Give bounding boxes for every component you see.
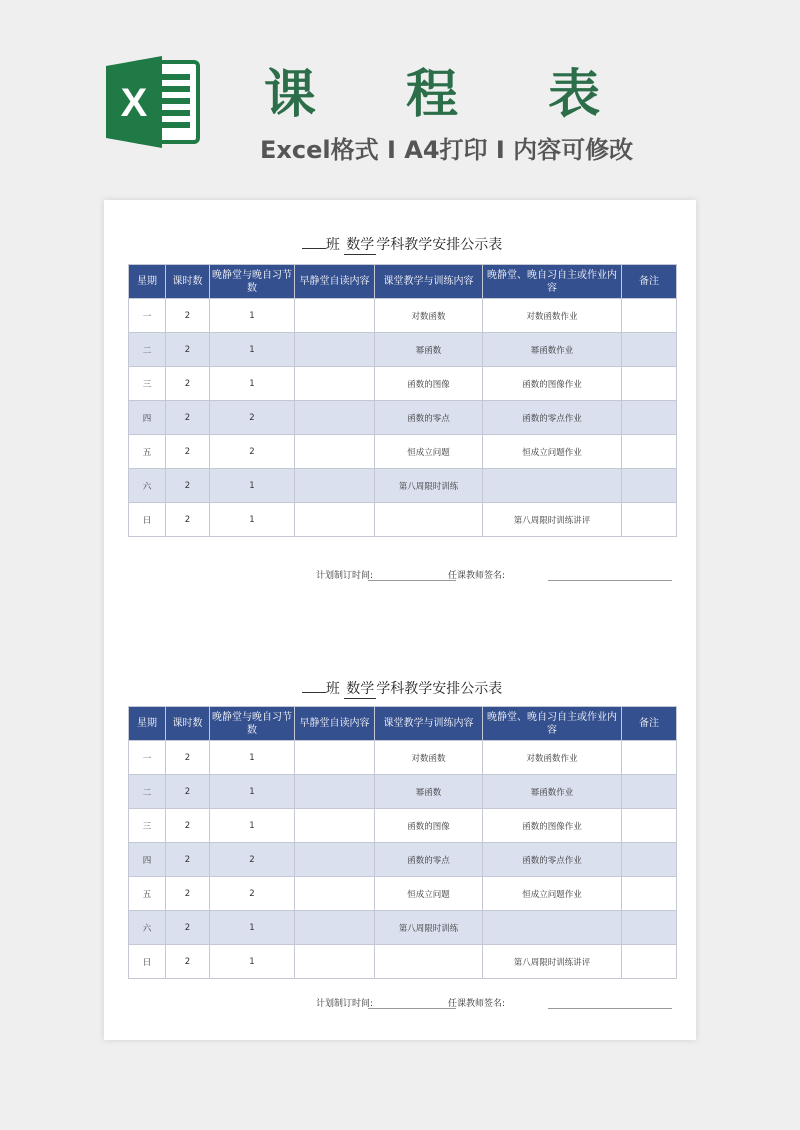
cell-remarks[interactable] (622, 299, 677, 333)
cell-weekday[interactable]: 三 (129, 809, 166, 843)
cell-evening[interactable]: 1 (210, 945, 295, 979)
cell-evening[interactable]: 2 (210, 435, 295, 469)
cell-morning[interactable] (295, 775, 375, 809)
cell-periods[interactable]: 2 (166, 945, 210, 979)
cell-periods[interactable]: 2 (166, 877, 210, 911)
table-row (129, 877, 677, 911)
schedule-title (128, 234, 676, 255)
class-label: 班 (325, 237, 340, 253)
cell-weekday[interactable]: 四 (129, 401, 166, 435)
table-row (129, 843, 677, 877)
cell-class[interactable]: 函数的零点 (375, 843, 483, 877)
col-header-class-content: 课堂教学与训练内容 (375, 265, 483, 299)
cell-homework[interactable]: 对数函数作业 (483, 299, 622, 333)
cell-class[interactable]: 对数函数 (375, 299, 483, 333)
plan-time-label: 计划制订时间: (316, 999, 374, 1009)
cell-evening[interactable]: 2 (210, 843, 295, 877)
cell-remarks[interactable] (622, 741, 677, 775)
col-header-periods: 课时数 (166, 265, 210, 299)
cell-homework[interactable]: 第八周限时训练讲评 (483, 945, 622, 979)
cell-evening[interactable]: 1 (210, 367, 295, 401)
table-row (129, 741, 677, 775)
plan-time-field[interactable] (368, 580, 456, 581)
teacher-sign-label: 任课教师签名: (448, 999, 506, 1009)
cell-remarks[interactable] (622, 469, 677, 503)
cell-weekday[interactable]: 二 (129, 775, 166, 809)
cell-periods[interactable]: 2 (166, 503, 210, 537)
cell-homework[interactable]: 恒成立问题作业 (483, 435, 622, 469)
plan-time-field[interactable] (368, 1008, 456, 1009)
cell-weekday[interactable]: 日 (129, 945, 166, 979)
table-row (129, 299, 677, 333)
cell-weekday[interactable]: 三 (129, 367, 166, 401)
cell-homework[interactable]: 幂函数作业 (483, 333, 622, 367)
cell-remarks[interactable] (622, 503, 677, 537)
cell-periods[interactable]: 2 (166, 911, 210, 945)
table-row (129, 367, 677, 401)
col-header-periods: 课时数 (166, 707, 210, 741)
cell-evening[interactable]: 1 (210, 469, 295, 503)
page-title: 课 程 表 (263, 65, 637, 125)
cell-homework[interactable]: 幂函数作业 (483, 775, 622, 809)
table-row (129, 809, 677, 843)
cell-class[interactable] (375, 503, 483, 537)
table-row (129, 401, 677, 435)
col-header-morning-reading: 早静堂自读内容 (295, 265, 375, 299)
table-row (129, 945, 677, 979)
table-header-row (129, 707, 677, 741)
teacher-sign-field[interactable] (548, 580, 672, 581)
table-row (129, 911, 677, 945)
cell-evening[interactable]: 2 (210, 401, 295, 435)
cell-class[interactable]: 第八周限时训练 (375, 911, 483, 945)
class-blank[interactable] (302, 692, 326, 693)
schedule-table (128, 264, 677, 537)
cell-weekday[interactable]: 二 (129, 333, 166, 367)
cell-weekday[interactable]: 六 (129, 911, 166, 945)
cell-periods[interactable]: 2 (166, 367, 210, 401)
cell-weekday[interactable]: 五 (129, 435, 166, 469)
col-header-homework: 晚静堂、晚自习自主或作业内容 (483, 265, 622, 299)
col-header-evening-sessions: 晚静堂与晚自习节数 (210, 707, 295, 741)
cell-morning[interactable] (295, 367, 375, 401)
cell-evening[interactable]: 1 (210, 741, 295, 775)
cell-morning[interactable] (295, 877, 375, 911)
cell-periods[interactable]: 2 (166, 741, 210, 775)
cell-evening[interactable]: 1 (210, 503, 295, 537)
cell-morning[interactable] (295, 503, 375, 537)
cell-morning[interactable] (295, 741, 375, 775)
col-header-homework: 晚静堂、晚自习自主或作业内容 (483, 707, 622, 741)
schedule-title (128, 678, 676, 699)
table-row (129, 775, 677, 809)
plan-time-label: 计划制订时间: (316, 571, 374, 581)
table-row (129, 503, 677, 537)
svg-text:X: X (120, 81, 148, 125)
table-row (129, 333, 677, 367)
cell-morning[interactable] (295, 299, 375, 333)
cell-morning[interactable] (295, 401, 375, 435)
cell-periods[interactable]: 2 (166, 775, 210, 809)
col-header-evening-sessions: 晚静堂与晚自习节数 (210, 265, 295, 299)
cell-class[interactable]: 函数的图像 (375, 367, 483, 401)
class-blank[interactable] (302, 248, 326, 249)
col-header-remarks: 备注 (622, 265, 677, 299)
cell-class[interactable] (375, 945, 483, 979)
cell-class[interactable]: 函数的零点 (375, 401, 483, 435)
cell-morning[interactable] (295, 945, 375, 979)
cell-periods[interactable]: 2 (166, 469, 210, 503)
cell-periods[interactable]: 2 (166, 333, 210, 367)
excel-logo-icon (102, 52, 202, 152)
cell-evening[interactable]: 1 (210, 333, 295, 367)
table-row (129, 469, 677, 503)
cell-weekday[interactable]: 五 (129, 877, 166, 911)
page-subtitle: Excel格式 I A4打印 I 内容可修改 (260, 136, 634, 164)
cell-remarks[interactable] (622, 401, 677, 435)
cell-evening[interactable]: 1 (210, 911, 295, 945)
cell-weekday[interactable]: 日 (129, 503, 166, 537)
col-header-weekday: 星期 (129, 707, 166, 741)
schedule-table (128, 706, 677, 979)
col-header-morning-reading: 早静堂自读内容 (295, 707, 375, 741)
cell-weekday[interactable]: 一 (129, 299, 166, 333)
cell-homework[interactable] (483, 469, 622, 503)
cell-remarks[interactable] (622, 911, 677, 945)
cell-homework[interactable]: 函数的图像作业 (483, 809, 622, 843)
subject-name[interactable]: 数学 (344, 234, 376, 255)
document-sheet (104, 200, 696, 1040)
cell-remarks[interactable] (622, 367, 677, 401)
cell-homework[interactable]: 函数的图像作业 (483, 367, 622, 401)
cell-remarks[interactable] (622, 435, 677, 469)
cell-homework[interactable]: 函数的零点作业 (483, 843, 622, 877)
col-header-class-content: 课堂教学与训练内容 (375, 707, 483, 741)
cell-periods[interactable]: 2 (166, 401, 210, 435)
cell-homework[interactable]: 恒成立问题作业 (483, 877, 622, 911)
col-header-weekday: 星期 (129, 265, 166, 299)
cell-homework[interactable]: 第八周限时训练讲评 (483, 503, 622, 537)
title-suffix: 学科教学安排公示表 (376, 681, 503, 697)
cell-evening[interactable]: 1 (210, 775, 295, 809)
cell-weekday[interactable]: 一 (129, 741, 166, 775)
cell-class[interactable]: 恒成立问题 (375, 435, 483, 469)
cell-class[interactable]: 函数的图像 (375, 809, 483, 843)
cell-morning[interactable] (295, 469, 375, 503)
cell-weekday[interactable]: 六 (129, 469, 166, 503)
table-row (129, 435, 677, 469)
cell-morning[interactable] (295, 809, 375, 843)
cell-homework[interactable]: 对数函数作业 (483, 741, 622, 775)
cell-morning[interactable] (295, 911, 375, 945)
cell-periods[interactable]: 2 (166, 809, 210, 843)
cell-class[interactable]: 对数函数 (375, 741, 483, 775)
title-suffix: 学科教学安排公示表 (376, 237, 503, 253)
cell-evening[interactable]: 2 (210, 877, 295, 911)
cell-remarks[interactable] (622, 945, 677, 979)
table-header-row (129, 265, 677, 299)
subject-name[interactable]: 数学 (344, 678, 376, 699)
cell-remarks[interactable] (622, 775, 677, 809)
cell-morning[interactable] (295, 435, 375, 469)
cell-homework[interactable] (483, 911, 622, 945)
cell-remarks[interactable] (622, 333, 677, 367)
class-label: 班 (325, 681, 340, 697)
cell-periods[interactable]: 2 (166, 435, 210, 469)
teacher-sign-field[interactable] (548, 1008, 672, 1009)
cell-evening[interactable]: 1 (210, 299, 295, 333)
cell-homework[interactable]: 函数的零点作业 (483, 401, 622, 435)
cell-class[interactable]: 幂函数 (375, 333, 483, 367)
cell-remarks[interactable] (622, 809, 677, 843)
cell-weekday[interactable]: 四 (129, 843, 166, 877)
cell-periods[interactable]: 2 (166, 843, 210, 877)
cell-remarks[interactable] (622, 843, 677, 877)
teacher-sign-label: 任课教师签名: (448, 571, 506, 581)
cell-morning[interactable] (295, 843, 375, 877)
cell-periods[interactable]: 2 (166, 299, 210, 333)
cell-remarks[interactable] (622, 877, 677, 911)
cell-class[interactable]: 幂函数 (375, 775, 483, 809)
col-header-remarks: 备注 (622, 707, 677, 741)
cell-class[interactable]: 恒成立问题 (375, 877, 483, 911)
cell-morning[interactable] (295, 333, 375, 367)
cell-evening[interactable]: 1 (210, 809, 295, 843)
cell-class[interactable]: 第八周限时训练 (375, 469, 483, 503)
